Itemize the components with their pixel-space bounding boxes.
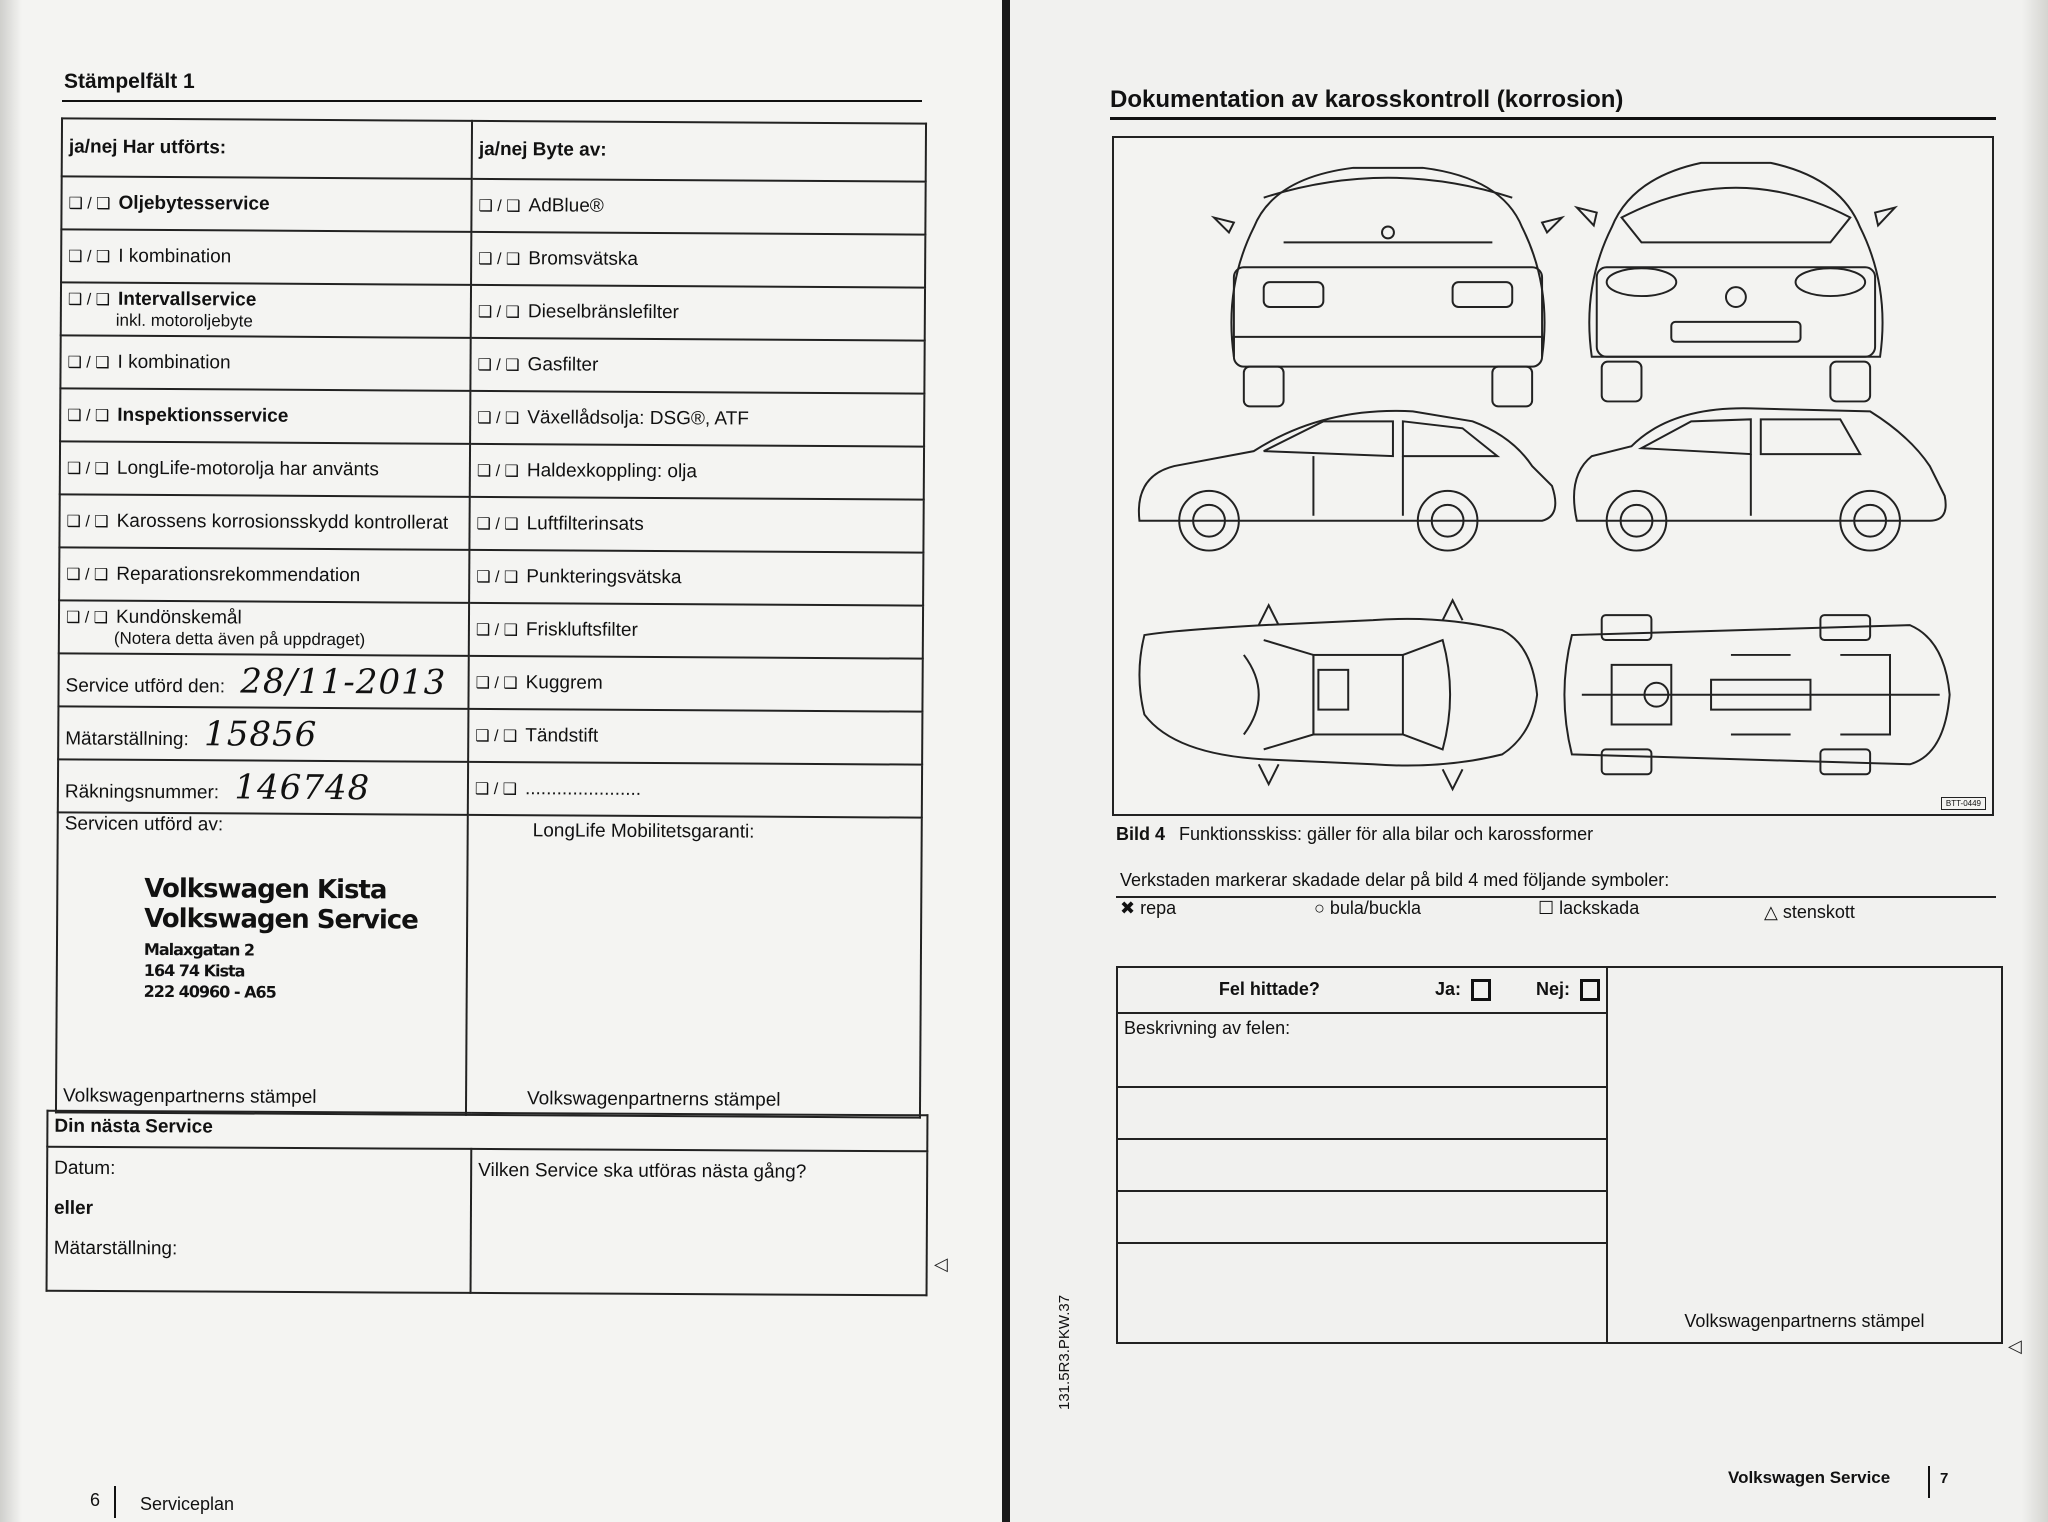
- yes-no-checkbox[interactable]: ❑ / ❑: [65, 608, 109, 627]
- dealer-service: Volkswagen Service: [144, 903, 418, 936]
- car-front-view: [1577, 163, 1895, 402]
- performed-item-label: Kundönskemål: [115, 606, 242, 628]
- performed-item-row[interactable]: [59, 494, 469, 550]
- symbol-dent: [1314, 898, 1421, 919]
- performed-item-row[interactable]: [59, 547, 469, 603]
- figure-caption: [1116, 824, 1593, 845]
- header-replaced: ja/nej Byte av:: [472, 121, 926, 182]
- invoice-value: 146748: [234, 766, 371, 808]
- replace-item-row[interactable]: [471, 285, 925, 341]
- yes-no-checkbox[interactable]: ❑ / ❑: [476, 515, 519, 533]
- next-what-label: Vilken Service ska utföras nästa gång?: [478, 1159, 807, 1183]
- performed-item-row[interactable]: [60, 388, 470, 444]
- symbol-paint-damage: [1538, 898, 1639, 919]
- found-label: Fel hittade?: [1218, 978, 1320, 999]
- dealer-street: Malaxgatan 2: [143, 939, 255, 960]
- invoice-cell[interactable]: [58, 759, 468, 815]
- invoice-label: Räkningsnummer:: [64, 780, 220, 803]
- description-line[interactable]: [1117, 1243, 1607, 1343]
- next-service-title: Din nästa Service: [47, 1111, 927, 1152]
- replace-item-row[interactable]: [469, 603, 923, 659]
- performed-item-row[interactable]: [61, 282, 471, 338]
- page-title: Dokumentation av karosskontroll (korrosion): [1110, 86, 1624, 113]
- triangle-marker-icon: ◁: [934, 1254, 948, 1274]
- symbol-scratch: [1120, 898, 1176, 919]
- performed-item-row[interactable]: [61, 229, 471, 285]
- service-date-label: Service utförd den:: [65, 674, 226, 697]
- page-footer-label: Volkswagen Service: [1728, 1468, 1891, 1487]
- footer-divider: [1928, 1466, 1930, 1498]
- square-icon: ☐: [1538, 898, 1555, 918]
- replace-item-row[interactable]: [470, 391, 924, 447]
- yes-no-checkbox[interactable]: ❑ / ❑: [477, 409, 520, 427]
- document-code: 131.5R3.PKW.37: [1056, 1294, 1073, 1410]
- replace-item-label: Friskluftsfilter: [525, 618, 638, 641]
- replace-item-row[interactable]: [471, 179, 925, 235]
- yes-no-checkbox[interactable]: ❑ / ❑: [68, 194, 111, 213]
- car-side-view-hatch: [1574, 408, 1946, 550]
- replace-item-row[interactable]: [471, 232, 925, 288]
- dealer-city: 164 74 Kista: [143, 960, 245, 981]
- next-service-left-cell[interactable]: [47, 1147, 472, 1293]
- car-diagram-figure: [1112, 136, 1994, 816]
- yes-no-checkbox[interactable]: ❑ / ❑: [67, 406, 110, 425]
- found-row: [1117, 967, 1607, 1013]
- title-rule: [1110, 117, 1996, 120]
- description-line[interactable]: [1117, 1087, 1607, 1139]
- odometer-value: 15856: [204, 713, 318, 755]
- performed-item-label: Karossens korrosionsskydd kontrollerat: [116, 510, 449, 534]
- performed-item-label: Oljebytesservice: [118, 192, 270, 215]
- no-label: Nej:: [1535, 978, 1570, 999]
- description-line[interactable]: [1117, 1191, 1607, 1243]
- yes-no-checkbox[interactable]: ❑ / ❑: [477, 303, 520, 321]
- odometer-label: Mätarställning:: [65, 727, 189, 750]
- replace-item-label: AdBlue®: [528, 194, 604, 217]
- page-footer-label: Serviceplan: [140, 1494, 235, 1514]
- performed-item-sublabel: inkl. motoroljebyte: [115, 310, 253, 331]
- footer-divider: [114, 1486, 116, 1518]
- dealer-phone: 222 40960 - A65: [143, 981, 276, 1002]
- performed-item-label: LongLife-motorolja har använts: [116, 457, 379, 480]
- yes-no-checkbox[interactable]: ❑ / ❑: [67, 353, 110, 372]
- symbol-label: repa: [1140, 898, 1177, 918]
- page-edge-shadow: [2022, 0, 2048, 1522]
- yes-no-checkbox[interactable]: ❑ / ❑: [475, 621, 519, 639]
- yes-checkbox[interactable]: [1471, 979, 1491, 1001]
- yes-no-checkbox[interactable]: ❑ / ❑: [474, 780, 518, 798]
- replace-item-label: Luftfilterinsats: [526, 512, 644, 535]
- yes-no-checkbox[interactable]: ❑ / ❑: [68, 247, 111, 266]
- performed-item-row[interactable]: [59, 600, 469, 656]
- symbol-label: stenskott: [1782, 902, 1855, 922]
- replace-item-row[interactable]: [468, 762, 922, 818]
- performed-item-label: Reparationsrekommendation: [116, 563, 361, 586]
- scratch-icon: ✖: [1120, 898, 1136, 918]
- replace-item-label: Dieselbränslefilter: [527, 300, 679, 323]
- replace-item-label: Haldexkoppling: olja: [526, 459, 698, 482]
- replace-item-label: Gasfilter: [527, 353, 599, 376]
- yes-no-checkbox[interactable]: ❑ / ❑: [478, 197, 521, 215]
- page-number: 6: [90, 1490, 101, 1510]
- next-what-cell[interactable]: [471, 1149, 928, 1295]
- circle-icon: ○: [1314, 898, 1325, 918]
- symbol-label: lackskada: [1559, 898, 1640, 918]
- replace-item-row[interactable]: [468, 709, 922, 765]
- yes-no-checkbox[interactable]: ❑ / ❑: [475, 727, 518, 745]
- figure-code: BTT-0449: [1941, 797, 1986, 810]
- partner-stamp-label: Volkswagenpartnerns stämpel: [63, 1085, 317, 1108]
- replace-item-label: Tändstift: [525, 724, 599, 747]
- yes-no-checkbox[interactable]: ❑ / ❑: [66, 512, 109, 531]
- replace-item-label: ......................: [524, 777, 642, 800]
- performed-by-cell: [56, 812, 468, 1114]
- yes-no-checkbox[interactable]: ❑ / ❑: [478, 250, 521, 268]
- service-date-value: 28/11-2013: [240, 660, 447, 703]
- yes-no-checkbox[interactable]: ❑ / ❑: [66, 565, 109, 584]
- description-line[interactable]: [1117, 1139, 1607, 1191]
- partner-stamp-label: Volkswagenpartnerns stämpel: [1684, 1311, 1925, 1331]
- yes-no-checkbox[interactable]: ❑ / ❑: [476, 462, 519, 480]
- replace-item-row[interactable]: [468, 656, 922, 712]
- odometer-cell[interactable]: [58, 706, 468, 762]
- replace-item-label: Växellådsolja: DSG®, ATF: [527, 406, 750, 430]
- performed-item-row[interactable]: [60, 335, 470, 391]
- yes-no-checkbox[interactable]: ❑ / ❑: [66, 459, 109, 478]
- page-spine-shadow: [0, 0, 22, 1522]
- header-performed: ja/nej Har utförts:: [62, 118, 472, 179]
- performed-item-label: Inspektionsservice: [117, 404, 289, 427]
- replace-item-label: Bromsvätska: [528, 247, 639, 270]
- next-or-label: eller: [53, 1197, 94, 1219]
- title-rule: [62, 100, 922, 102]
- replace-item-label: Punkteringsvätska: [526, 565, 682, 588]
- car-sketch: [1114, 138, 1992, 814]
- next-odometer-label: Mätarställning:: [53, 1237, 178, 1260]
- description-cell[interactable]: [1117, 1013, 1607, 1087]
- legend-title: Verkstaden markerar skadade delar på bild 4 med följande symboler:: [1120, 870, 1670, 890]
- car-underbody-view: [1564, 615, 1949, 774]
- replace-item-row[interactable]: [470, 338, 924, 394]
- description-label: Beskrivning av felen:: [1124, 1018, 1291, 1038]
- left-page: [0, 0, 1002, 1522]
- performed-item-label: Intervallservice: [117, 288, 257, 311]
- performed-item-row[interactable]: [61, 176, 471, 232]
- performed-item-label: I kombination: [117, 351, 231, 373]
- performed-item-row[interactable]: [60, 441, 470, 497]
- performed-by-label: Servicen utförd av:: [64, 813, 224, 836]
- partner-stamp-label: Volkswagenpartnerns stämpel: [526, 1088, 781, 1111]
- longlife-label: LongLife Mobilitetsgaranti:: [532, 820, 755, 843]
- no-checkbox[interactable]: [1580, 979, 1600, 1001]
- damage-report-table: [1116, 966, 2003, 1344]
- longlife-cell: [466, 815, 922, 1118]
- section-title: Stämpelfält 1: [64, 70, 195, 93]
- car-side-view-sedan: [1139, 411, 1555, 551]
- yes-no-checkbox[interactable]: ❑ / ❑: [475, 674, 518, 692]
- yes-label: Ja:: [1434, 978, 1461, 999]
- yes-no-checkbox[interactable]: ❑ / ❑: [477, 356, 520, 374]
- yes-no-checkbox[interactable]: ❑ / ❑: [476, 568, 519, 586]
- caption-text: Funktionsskiss: gäller för alla bilar och karossformer: [1179, 824, 1594, 844]
- performed-item-label: I kombination: [118, 245, 232, 267]
- caption-label: Bild 4: [1116, 824, 1166, 844]
- service-stamp-table: [55, 117, 927, 1118]
- next-date-label: Datum:: [54, 1157, 116, 1180]
- page-number: 7: [1940, 1470, 1949, 1487]
- car-top-view: [1139, 600, 1537, 789]
- service-date-cell[interactable]: [58, 653, 468, 709]
- triangle-marker-icon: ◁: [2008, 1336, 2022, 1356]
- dealer-stamp: [144, 874, 418, 1003]
- triangle-icon: △: [1764, 902, 1778, 922]
- dealer-name: Volkswagen Kista: [144, 873, 387, 906]
- replace-item-label: Kuggrem: [525, 671, 603, 694]
- symbol-label: bula/buckla: [1329, 898, 1421, 918]
- replace-item-row[interactable]: [469, 497, 923, 553]
- stamp-cell: [1607, 967, 2002, 1343]
- replace-item-row[interactable]: [469, 550, 923, 606]
- next-service-table: [46, 1110, 929, 1297]
- car-rear-view: [1214, 168, 1562, 407]
- yes-no-checkbox[interactable]: ❑ / ❑: [67, 290, 111, 309]
- performed-item-sublabel: (Notera detta även på uppdraget): [113, 628, 366, 649]
- replace-item-row[interactable]: [470, 444, 924, 500]
- symbol-stone-chip: [1764, 902, 1855, 923]
